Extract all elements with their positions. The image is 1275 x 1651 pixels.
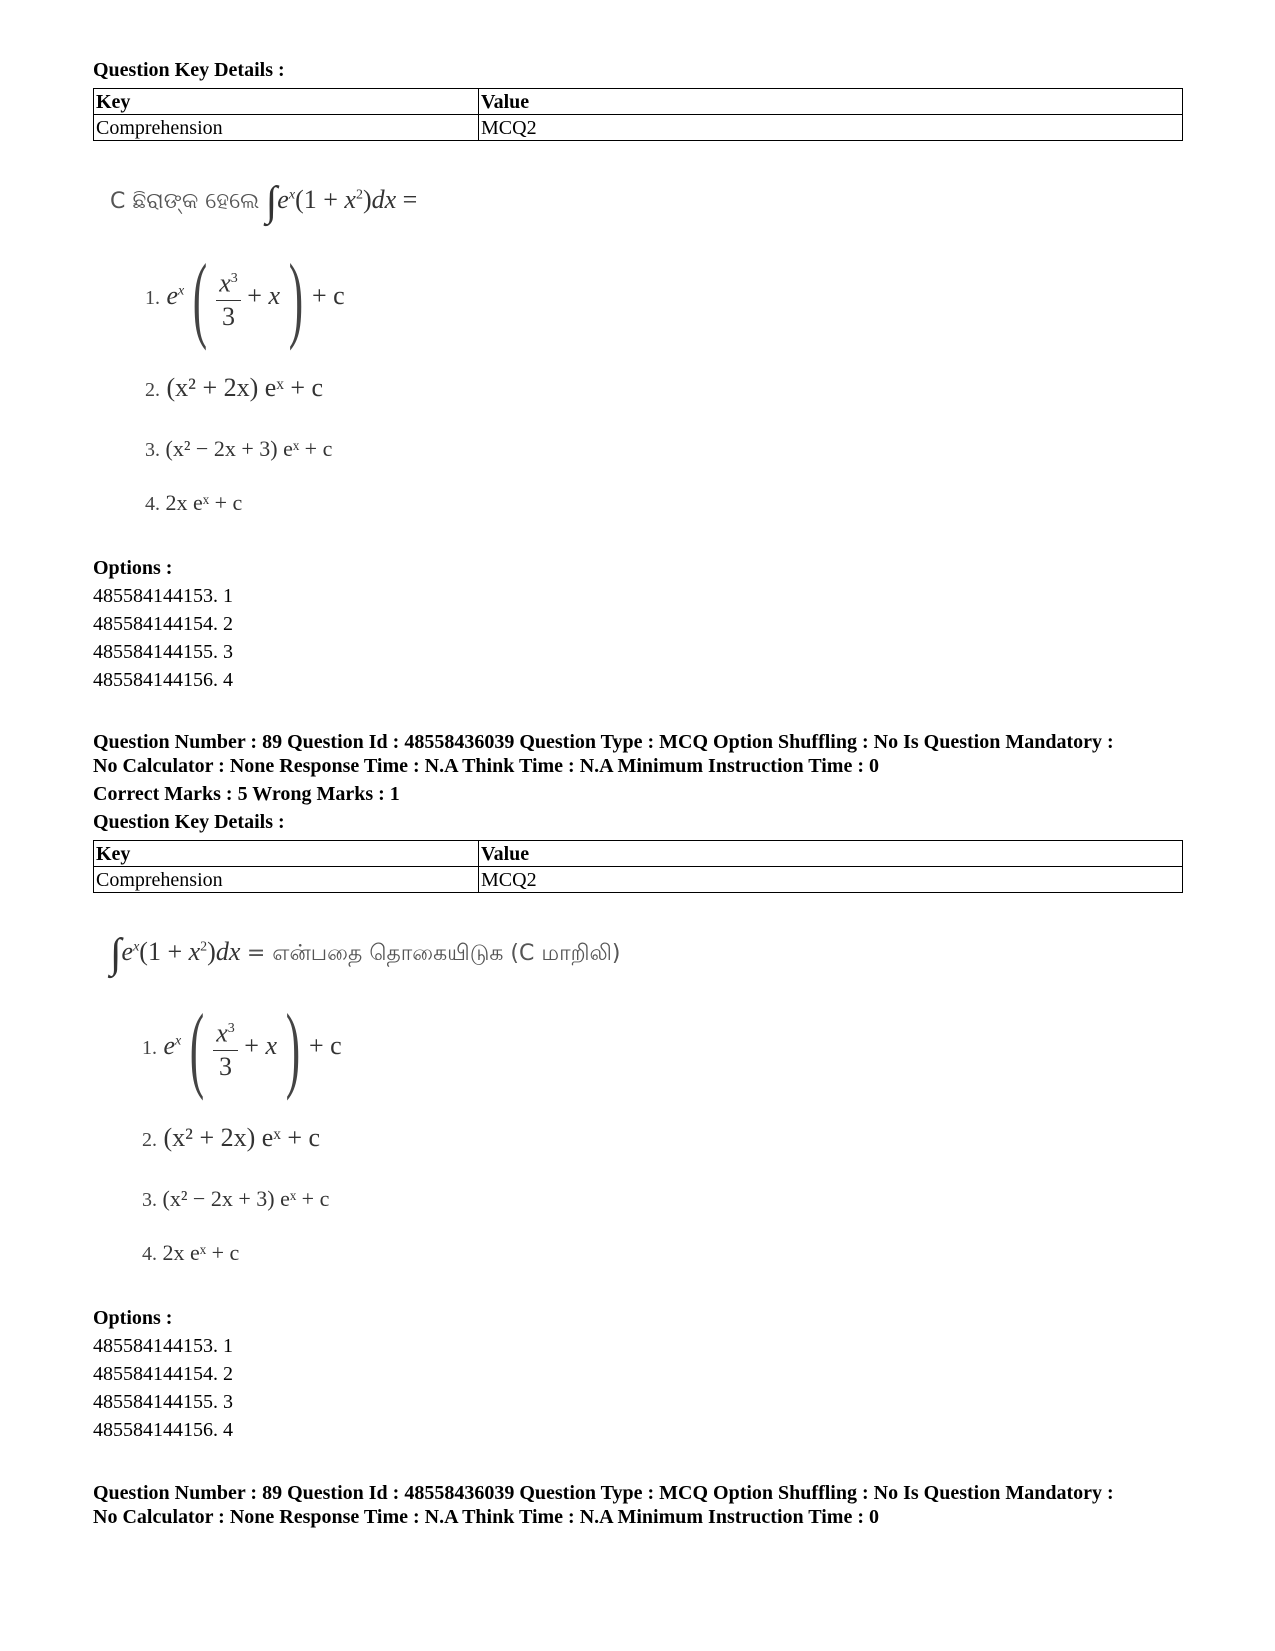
key-details-table [93,840,1183,893]
question-meta-line1: Question Number : 89 Question Id : 48558436039 Question Type : MCQ Option Shuffling : No Is Question Mandatory : [93,731,1114,753]
answer-number: 1. [142,1036,157,1059]
table-cell-key: Comprehension [94,115,479,141]
question-suffix: = என்பதை தொகையிடுக (C மாறிலி) [246,940,621,966]
answer-1: 1. $e^x$( $\frac{x^3}{3}$ + x) + c [145,244,345,351]
answer-text: 2x eˣ + c [162,1240,240,1265]
table-header-key: Key [94,89,479,115]
answer-text: 2x eˣ + c [165,490,243,515]
option-item: 485584144154. 2 [93,613,233,635]
answer-1: 1. $e^x$( $\frac{x^3}{3}$ + x) + c [142,994,342,1101]
question-meta-line2: No Calculator : None Response Time : N.A Think Time : N.A Minimum Instruction Time : 0 [93,1506,879,1528]
answer-text: (x² + 2x) eˣ + c [163,1123,321,1152]
option-item: 485584144156. 4 [93,669,233,691]
marks-line: Correct Marks : 5 Wrong Marks : 1 [93,783,400,805]
answer-number: 3. [145,439,160,461]
question-equals: = [402,184,418,214]
question-prefix: C ଛିରାଙ୍କ ହେଲେ [110,188,260,214]
table-header-value: Value [479,841,1183,867]
integral-symbol: ∫ [265,179,278,225]
answer-number: 4. [145,493,160,515]
answer-text: + c [308,1030,342,1060]
table-header-value: Value [479,89,1183,115]
answer-3 [142,1186,329,1212]
answer-number: 3. [142,1189,157,1211]
table-cell-value: MCQ2 [479,115,1183,141]
answer-text: + c [311,280,345,310]
table-header-row [94,89,1183,115]
option-item: 485584144156. 4 [93,1419,233,1441]
answer-4 [145,490,242,516]
answer-number: 4. [142,1243,157,1265]
question-image-odia: C ଛିରାଙ୍କ ହେଲେ $\int e^x(1 + x^2)dx$ = [110,179,418,225]
question-meta-line2: No Calculator : None Response Time : N.A Think Time : N.A Minimum Instruction Time : 0 [93,755,879,777]
answer-number: 2. [142,1129,157,1151]
answer-text: (x² + 2x) eˣ + c [166,373,324,402]
table-header-row [94,841,1183,867]
answer-3 [145,436,332,462]
option-item: 485584144155. 3 [93,641,233,663]
key-details-heading: Question Key Details : [93,811,285,833]
question-meta-line1: Question Number : 89 Question Id : 48558436039 Question Type : MCQ Option Shuffling : No Is Question Mandatory : [93,1482,1114,1504]
key-details-heading: Question Key Details : [93,59,285,81]
option-item: 485584144153. 1 [93,585,233,607]
table-cell-value: MCQ2 [479,867,1183,893]
table-row [94,867,1183,893]
table-row [94,115,1183,141]
option-item: 485584144154. 2 [93,1363,233,1385]
answer-2 [145,373,323,403]
answer-number: 1. [145,286,160,309]
table-cell-key: Comprehension [94,867,479,893]
table-header-key: Key [94,841,479,867]
options-heading: Options : [93,1307,173,1329]
answer-text: (x² − 2x + 3) eˣ + c [162,1186,330,1211]
option-item: 485584144153. 1 [93,1335,233,1357]
answer-number: 2. [145,379,160,401]
answer-2 [142,1123,320,1153]
key-details-table [93,88,1183,141]
question-image-tamil: $\int e^x(1 + x^2)dx$ = என்பதை தொகையிடுக (C மாறிலி) [110,931,621,977]
answer-text: (x² − 2x + 3) eˣ + c [165,436,333,461]
answer-4 [142,1240,239,1266]
integral-symbol: ∫ [110,931,122,977]
options-heading: Options : [93,557,173,579]
option-item: 485584144155. 3 [93,1391,233,1413]
